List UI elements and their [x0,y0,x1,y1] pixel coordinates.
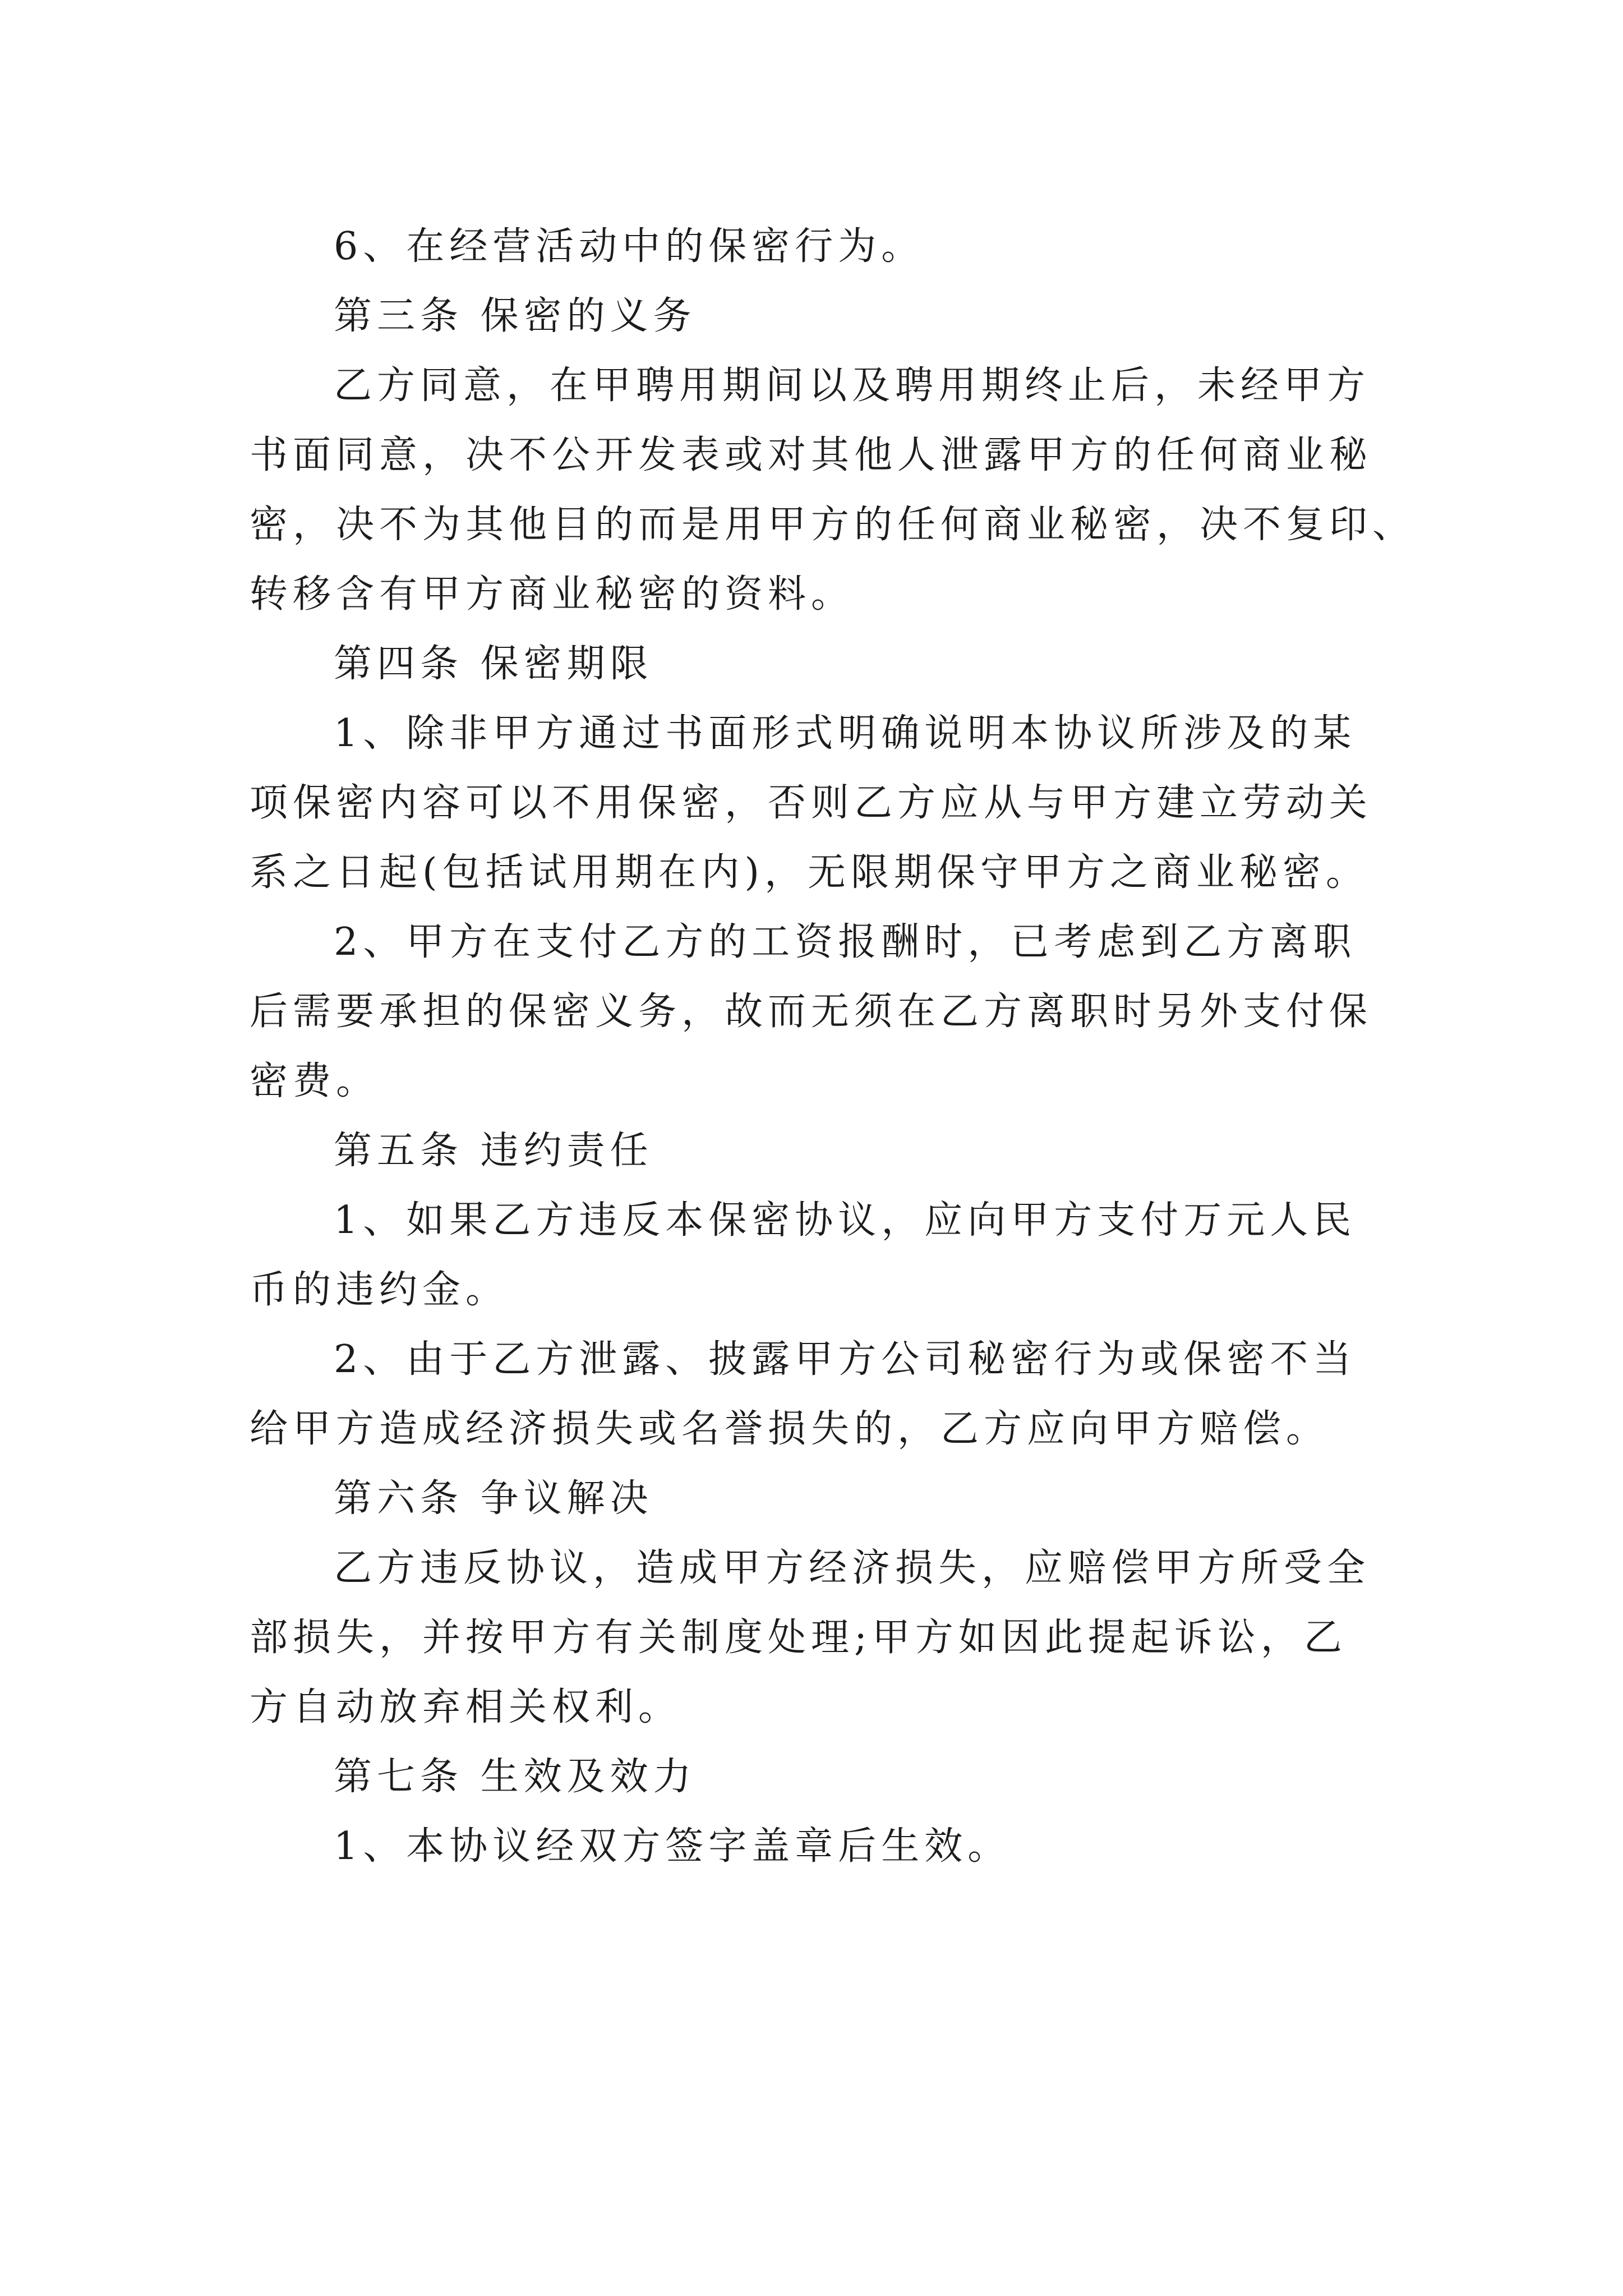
text-line: 1、除非甲方通过书面形式明确说明本协议所涉及的某 [334,711,1357,756]
text-line: 币的违约金。 [250,1268,509,1312]
text-line: 项保密内容可以不用保密，否则乙方应从与甲方建立劳动关 [250,781,1373,825]
section-heading: 第五条 违约责任 [334,1129,653,1173]
text-line: 部损失，并按甲方有关制度处理;甲方如因此提起诉讼，乙 [250,1616,1347,1660]
section-heading: 第三条 保密的义务 [334,294,697,338]
section-heading: 第六条 争议解决 [334,1476,653,1521]
text-line: 6、在经营活动中的保密行为。 [334,224,925,269]
text-line: 1、如果乙方违反本保密协议，应向甲方支付万元人民 [334,1198,1357,1243]
text-line: 2、甲方在支付乙方的工资报酬时，已考虑到乙方离职 [334,920,1357,964]
document-body [250,212,1416,1881]
text-line: 方自动放弃相关权利。 [250,1685,682,1729]
text-line: 密，决不为其他目的而是用甲方的任何商业秘密，决不复印、 [250,503,1416,547]
text-line: 乙方同意，在甲聘用期间以及聘用期终止后，未经甲方 [334,364,1371,408]
text-line: 1、本协议经双方签字盖章后生效。 [334,1824,1011,1869]
text-line: 给甲方造成经济损失或名誉损失的，乙方应向甲方赔偿。 [250,1407,1330,1451]
text-line: 转移含有甲方商业秘密的资料。 [250,572,855,616]
text-line: 系之日起(包括试用期在内)，无限期保守甲方之商业秘密。 [250,850,1370,895]
text-line: 2、由于乙方泄露、披露甲方公司秘密行为或保密不当 [334,1337,1357,1382]
text-line: 后需要承担的保密义务，故而无须在乙方离职时另外支付保 [250,990,1373,1034]
section-heading: 第七条 生效及效力 [334,1755,697,1799]
text-line: 书面同意，决不公开发表或对其他人泄露甲方的任何商业秘 [250,433,1373,477]
text-line: 密费。 [250,1059,380,1103]
section-heading: 第四条 保密期限 [334,642,653,686]
text-line: 乙方违反协议，造成甲方经济损失，应赔偿甲方所受全 [334,1546,1371,1590]
